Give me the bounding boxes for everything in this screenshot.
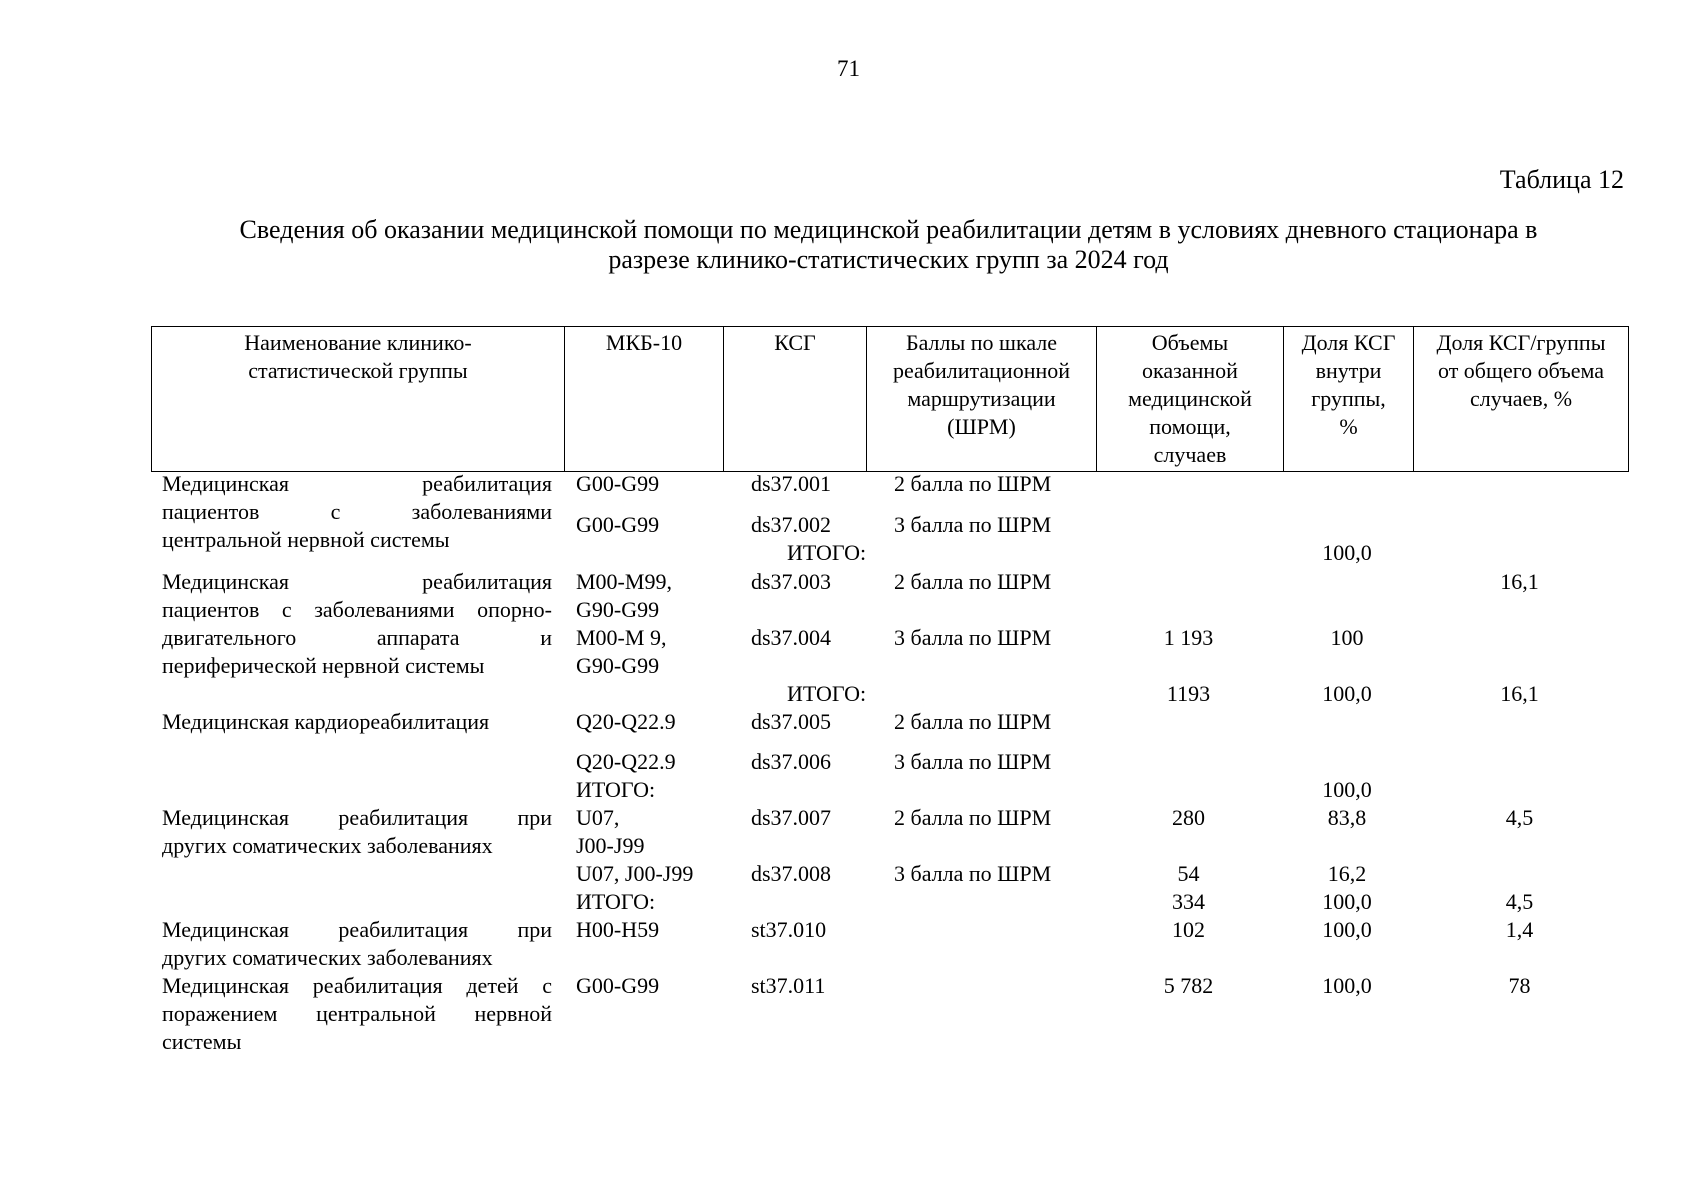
shrm-cell: 2 балла по ШРМ: [894, 471, 1052, 496]
table-label: Таблица 12: [1499, 165, 1624, 194]
share-total-cell: 78: [1508, 973, 1531, 998]
share-in-group-cell: 100: [1330, 625, 1364, 650]
mkb-cell: U07,: [576, 805, 620, 830]
mkb-cell: G90-G99: [576, 653, 660, 678]
mkb-cell: M00-M99,: [576, 569, 672, 594]
share-in-group-cell: 83,8: [1327, 805, 1367, 830]
header-shrm: Баллы по шкале реабилитационной маршрутизации (ШРМ): [867, 327, 1097, 472]
shrm-cell: 3 балла по ШРМ: [894, 625, 1052, 650]
share-total-cell: 4,5: [1505, 889, 1534, 914]
mkb-cell: J00-J99: [576, 833, 645, 858]
share-total-cell: 16,1: [1500, 569, 1539, 594]
ksg-cell: ds37.003: [751, 569, 832, 594]
volume-cell: 102: [1172, 917, 1205, 942]
volume-cell: 54: [1177, 861, 1200, 886]
header-share-in-group: Доля КСГ внутри группы, %: [1284, 327, 1414, 472]
volume-cell: 5 782: [1163, 973, 1214, 998]
ksg-cell: ds37.006: [751, 749, 832, 774]
ksg-cell: ds37.005: [751, 709, 832, 734]
header-share-total: Доля КСГ/группы от общего объема случаев, %: [1414, 327, 1629, 472]
total-label: ИТОГО:: [576, 889, 656, 914]
share-in-group-cell: 100,0: [1322, 917, 1372, 942]
share-total-cell: 16,1: [1500, 681, 1539, 706]
shrm-cell: 3 балла по ШРМ: [894, 749, 1052, 774]
mkb-cell: G00-G99: [576, 973, 660, 998]
header-mkb: МКБ-10: [565, 327, 724, 472]
share-in-group-cell: 100,0: [1322, 889, 1372, 914]
shrm-cell: 2 балла по ШРМ: [894, 805, 1052, 830]
ksg-cell: ds37.008: [751, 861, 832, 886]
ksg-cell: ds37.004: [751, 625, 832, 650]
ksg-cell: ds37.002: [751, 512, 832, 537]
mkb-cell: M00-M 9,: [576, 625, 667, 650]
title-line: разрезе клинико-статистических групп за 2024 год: [608, 245, 1169, 274]
mkb-cell: G90-G99: [576, 597, 660, 622]
share-in-group-cell: 100,0: [1322, 777, 1372, 802]
total-label: ИТОГО:: [787, 681, 867, 706]
ksg-cell: ds37.007: [751, 805, 832, 830]
ksg-cell: ds37.001: [751, 471, 832, 496]
share-in-group-cell: 100,0: [1322, 681, 1372, 706]
document-title: [160, 215, 1617, 275]
share-in-group-cell: 100,0: [1322, 540, 1372, 565]
share-total-cell: 1,4: [1505, 917, 1534, 942]
volume-cell: 1193: [1166, 681, 1211, 706]
share-in-group-cell: 16,2: [1327, 861, 1367, 886]
volume-cell: 334: [1172, 889, 1205, 914]
page-number: 71: [837, 56, 860, 81]
shrm-cell: 2 балла по ШРМ: [894, 709, 1052, 734]
shrm-cell: 3 балла по ШРМ: [894, 512, 1052, 537]
total-label: ИТОГО:: [787, 540, 867, 565]
mkb-cell: H00-H59: [576, 917, 660, 942]
total-label: ИТОГО:: [576, 777, 656, 802]
header-ksg: КСГ: [724, 327, 867, 472]
title-line: Сведения об оказании медицинской помощи по медицинской реабилитации детям в условиях дневного стационара в: [239, 215, 1538, 244]
mkb-cell: U07, J00-J99: [576, 861, 694, 886]
volume-cell: 280: [1172, 805, 1205, 830]
mkb-cell: G00-G99: [576, 512, 660, 537]
shrm-cell: 2 балла по ШРМ: [894, 569, 1052, 594]
shrm-cell: 3 балла по ШРМ: [894, 861, 1052, 886]
table-header: [151, 326, 1629, 472]
share-total-cell: 4,5: [1505, 805, 1534, 830]
header-group-name: Наименование клинико- статистической группы: [152, 327, 565, 472]
share-in-group-cell: 100,0: [1322, 973, 1372, 998]
mkb-cell: G00-G99: [576, 471, 660, 496]
ksg-cell: st37.010: [751, 917, 827, 942]
mkb-cell: Q20-Q22.9: [576, 749, 676, 774]
mkb-cell: Q20-Q22.9: [576, 709, 676, 734]
ksg-cell: st37.011: [751, 973, 826, 998]
header-volume: Объемы оказанной медицинской помощи, случаев: [1097, 327, 1284, 472]
volume-cell: 1 193: [1163, 625, 1214, 650]
